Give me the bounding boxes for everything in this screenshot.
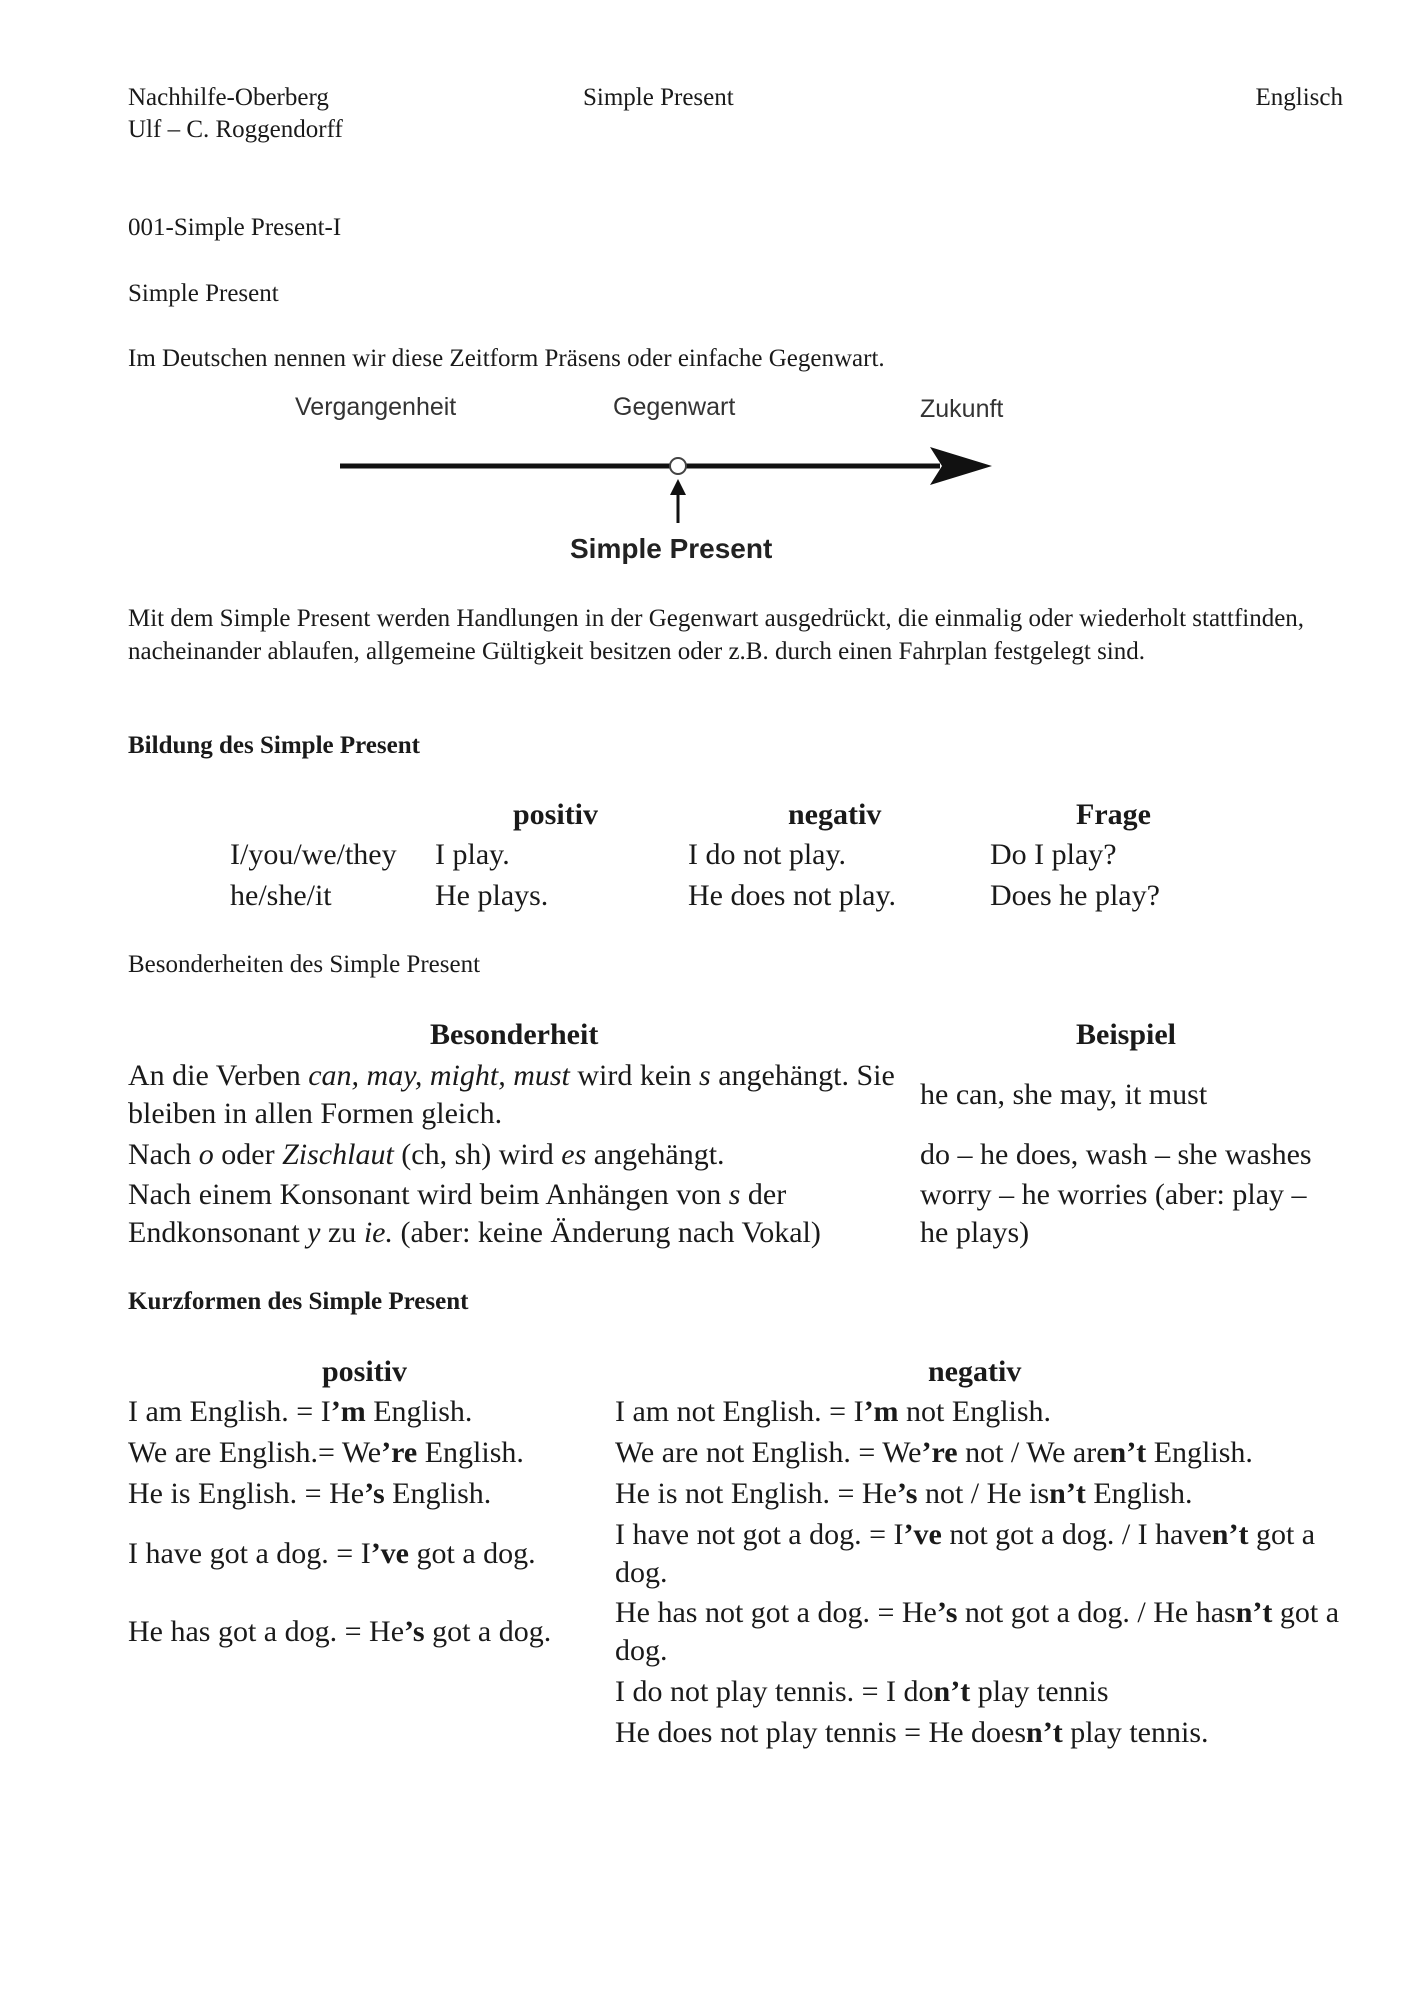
special-row3-example: worry – he worries (aber: play – he plays): [920, 1178, 1307, 1249]
formation-heading: Bildung des Simple Present: [128, 732, 420, 759]
special-row3-feature: Nach einem Konsonant wird beim Anhängen von s der Endkonsonant y zu ie. (aber: keine Änderung nach Vokal): [128, 1178, 821, 1249]
formation-subject-1: I/you/we/they: [230, 838, 397, 871]
special-col-feature: Besonderheit: [430, 1018, 599, 1051]
short-negative-3: He is not English. = He’s not / He isn’t English.: [615, 1477, 1193, 1510]
short-positive-4: I have got a dog. = I’ve got a dog.: [128, 1537, 536, 1570]
timeline-diagram: [280, 385, 1040, 575]
formation-question-2: Does he play?: [990, 879, 1160, 912]
header-center: Simple Present: [583, 84, 734, 111]
short-col-negative: negativ: [928, 1355, 1022, 1388]
short-negative-6: I do not play tennis. = I don’t play tennis: [615, 1675, 1109, 1708]
short-positive-5: He has got a dog. = He’s got a dog.: [128, 1615, 552, 1648]
formation-negative-2: He does not play.: [688, 879, 897, 912]
timeline-present-marker: [670, 458, 686, 474]
special-row2-feature: Nach o oder Zischlaut (ch, sh) wird es angehängt.: [128, 1138, 725, 1171]
header-left-line1: Nachhilfe-Oberberg: [128, 84, 329, 111]
special-row2-example: do – he does, wash – she washes: [920, 1138, 1312, 1171]
short-positive-3: He is English. = He’s English.: [128, 1477, 492, 1510]
timeline-simple-present-label: Simple Present: [570, 533, 773, 564]
special-col-example: Beispiel: [1076, 1018, 1177, 1051]
special-row1-feature: An die Verben can, may, might, must wird kein s angehängt. Sie bleiben in allen Formen gleich.: [128, 1059, 895, 1130]
description-paragraph: Mit dem Simple Present werden Handlungen in der Gegenwart ausgedrückt, die einmalig oder wiederholt stattfinden, nacheinander ablaufen, allgemeine Gültigkeit besitzen oder z.B. durch einen Fahrplan festgelegt sind.: [128, 605, 1305, 665]
short-negative-7: He does not play tennis = He doesn’t play tennis.: [615, 1716, 1209, 1749]
formation-negative-1: I do not play.: [688, 838, 847, 871]
short-negative-2: We are not English. = We’re not / We aren’t English.: [615, 1436, 1253, 1469]
special-row1-example: he can, she may, it must: [920, 1078, 1208, 1111]
page-title: Simple Present: [128, 280, 279, 307]
formation-col-positive: positiv: [513, 798, 599, 831]
short-negative-4: I have not got a dog. = I’ve not got a dog. / I haven’t got a dog.: [615, 1518, 1316, 1589]
formation-col-negative: negativ: [788, 798, 882, 831]
timeline-present-label: Gegenwart: [613, 393, 736, 421]
formation-col-question: Frage: [1076, 798, 1151, 831]
timeline-future-label: Zukunft: [920, 395, 1004, 423]
timeline-pointer-arrow-icon: [670, 479, 686, 495]
formation-positive-2: He plays.: [435, 879, 549, 912]
short-col-positive: positiv: [322, 1355, 408, 1388]
short-heading: Kurzformen des Simple Present: [128, 1288, 469, 1315]
formation-positive-1: I play.: [435, 838, 510, 871]
short-positive-1: I am English. = I’m English.: [128, 1395, 473, 1428]
intro-text: Im Deutschen nennen wir diese Zeitform Präsens oder einfache Gegenwart.: [128, 345, 885, 372]
short-negative-1: I am not English. = I’m not English.: [615, 1395, 1052, 1428]
short-negative-5: He has not got a dog. = He’s not got a dog. / He hasn’t got a dog.: [615, 1596, 1340, 1667]
special-heading: Besonderheiten des Simple Present: [128, 951, 481, 978]
header-right: Englisch: [1255, 84, 1343, 111]
header-left-line2: Ulf – C. Roggendorff: [128, 116, 343, 143]
timeline-past-label: Vergangenheit: [295, 393, 457, 421]
short-positive-2: We are English.= We’re English.: [128, 1436, 524, 1469]
doc-id: 001-Simple Present-I: [128, 214, 342, 241]
formation-question-1: Do I play?: [990, 838, 1117, 871]
formation-subject-2: he/she/it: [230, 879, 332, 912]
